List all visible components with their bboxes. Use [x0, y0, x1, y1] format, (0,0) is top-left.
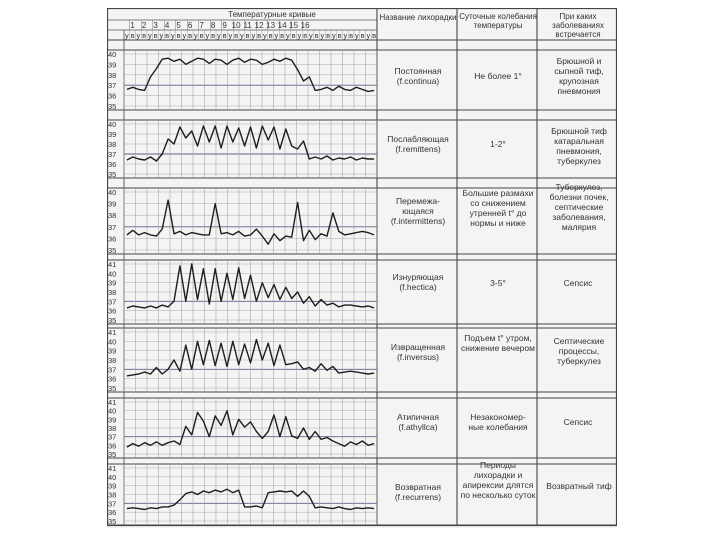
diseases-hectica: Сепсис: [563, 278, 593, 288]
temperature-tick: 39: [108, 415, 117, 425]
morning-evening-label: у: [171, 31, 175, 40]
temperature-tick: 39: [108, 278, 117, 288]
morning-evening-label: в: [153, 31, 158, 40]
morning-evening-label: у: [182, 31, 187, 40]
fever-name-recurrens: Возвратная (f.recurrens): [394, 482, 442, 502]
temperature-tick: 36: [108, 306, 117, 316]
temperature-tick: 39: [108, 60, 117, 70]
fluctuation-recurrens: Периоды лихорадки и апирексии длятся по несколько суток: [460, 460, 536, 500]
temperature-tick: 40: [108, 337, 117, 347]
morning-evening-label: в: [234, 31, 239, 40]
morning-evening-label: в: [280, 31, 285, 40]
diseases-remittens: Брюшной тиф катаральная пневмония, туберкулез: [551, 126, 607, 166]
morning-evening-label: в: [188, 31, 193, 40]
temperature-tick: 37: [108, 499, 117, 509]
temperature-tick: 35: [108, 316, 117, 325]
temperature-tick: 40: [108, 472, 117, 482]
morning-evening-label: у: [125, 31, 129, 40]
fluctuation-remittens: 1-2°: [490, 139, 506, 149]
morning-evening-label: у: [332, 31, 336, 40]
morning-evening-label: у: [263, 31, 267, 40]
fluctuation-intermittens: Большие размахи со снижением утренней t° до нормы и ниже: [462, 188, 534, 228]
temperature-tick: 36: [108, 508, 117, 518]
day-number: 7: [199, 21, 204, 30]
temperature-tick: 41: [108, 260, 117, 269]
morning-evening-label: в: [314, 31, 319, 40]
morning-evening-label: в: [349, 31, 354, 40]
morning-evening-label: в: [222, 31, 227, 40]
morning-evening-label: в: [372, 31, 377, 40]
morning-evening-label: в: [130, 31, 135, 40]
temperature-tick: 40: [108, 50, 117, 59]
temperature-tick: 37: [108, 222, 117, 232]
temperature-tick: 36: [108, 234, 117, 244]
temperature-tick: 38: [108, 288, 117, 297]
day-number: 11: [243, 21, 252, 30]
fluctuation-athyllca: Незакономер- ные колебания: [468, 412, 528, 432]
day-number: 12: [254, 21, 264, 30]
morning-evening-label: в: [211, 31, 216, 40]
temperature-tick: 38: [108, 490, 117, 500]
morning-evening-label: у: [217, 31, 221, 40]
temperature-tick: 40: [108, 188, 117, 197]
morning-evening-label: у: [159, 31, 164, 40]
day-number: 8: [210, 21, 216, 30]
morning-evening-label: у: [355, 31, 359, 40]
morning-evening-label: в: [176, 31, 181, 40]
diseases-inversus: Септические процессы, туберкулез: [553, 336, 605, 366]
temperature-tick: 36: [108, 374, 117, 384]
temperature-tick: 37: [108, 81, 117, 91]
fever-name-intermittens: Перемежа- ющаяся (f.intermittens): [390, 196, 446, 226]
fever-name-athyllca: Атипичная (f.athyllca): [397, 412, 439, 432]
day-number: 4: [164, 21, 170, 30]
temperature-tick: 41: [108, 328, 117, 337]
temperature-tick: 37: [108, 365, 117, 375]
morning-evening-label: у: [320, 31, 325, 40]
temperature-tick: 35: [108, 102, 117, 111]
morning-evening-label: в: [199, 31, 204, 40]
temperature-tick: 39: [108, 481, 117, 491]
morning-evening-label: у: [205, 31, 210, 40]
morning-evening-label: в: [268, 31, 273, 40]
temperature-tick: 36: [108, 160, 117, 169]
temperature-tick: 35: [108, 384, 117, 393]
diseases-recurrens: Возвратный тиф: [546, 481, 612, 491]
day-number: 14: [277, 21, 287, 30]
temperature-tick: 36: [108, 91, 117, 101]
morning-evening-label: в: [165, 31, 170, 40]
temperature-tick: 35: [108, 450, 117, 459]
temperature-tick: 37: [108, 150, 117, 159]
morning-evening-label: у: [240, 31, 244, 40]
column-header-diseases: При каких заболеваниях встречается: [552, 12, 604, 39]
fever-name-remittens: Послабляющая (f.remittens): [387, 134, 449, 154]
day-number: 1: [130, 21, 135, 30]
temperature-tick: 38: [108, 140, 117, 149]
morning-evening-label: у: [274, 31, 279, 40]
table-grid: [107, 8, 617, 528]
temperature-tick: 36: [108, 441, 117, 451]
temperature-tick: 39: [108, 199, 117, 209]
day-number: 10: [231, 21, 241, 30]
fluctuation-continua: Не более 1°: [474, 71, 522, 81]
day-number: 5: [176, 21, 181, 30]
day-number: 16: [300, 21, 310, 30]
temperature-tick: 39: [108, 346, 117, 356]
morning-evening-label: в: [291, 31, 296, 40]
day-number: 9: [222, 21, 227, 30]
temperature-tick: 38: [108, 70, 117, 80]
temperature-tick: 35: [108, 170, 117, 179]
table-frame: [108, 9, 617, 526]
morning-evening-label: у: [286, 31, 290, 40]
day-number: 15: [289, 21, 299, 30]
morning-evening-label: у: [297, 31, 302, 40]
morning-evening-label: у: [309, 31, 313, 40]
temperature-tick: 40: [108, 406, 117, 416]
diseases-intermittens: Туберкулез, болезни почек, септические заболевания, малярия: [549, 182, 609, 232]
fever-name-hectica: Изнуряющая (f.hectica): [392, 272, 444, 292]
morning-evening-label: в: [257, 31, 262, 40]
temperature-tick: 37: [108, 432, 117, 442]
morning-evening-label: в: [142, 31, 147, 40]
morning-evening-label: у: [136, 31, 141, 40]
diseases-athyllca: Сепсис: [563, 417, 593, 427]
temperature-tick: 41: [108, 398, 117, 407]
morning-evening-label: в: [245, 31, 250, 40]
morning-evening-label: в: [326, 31, 331, 40]
day-number: 2: [141, 21, 147, 30]
day-number: 3: [153, 21, 158, 30]
fever-name-continua: Постоянная (f.continua): [394, 66, 442, 86]
temperature-tick: 38: [108, 211, 117, 221]
morning-evening-label: у: [343, 31, 348, 40]
temperature-tick: 35: [108, 246, 117, 255]
diseases-continua: Брюшной и сыпной тиф, крупозная пневмония: [554, 56, 604, 96]
temperature-tick: 40: [108, 120, 117, 129]
curves-title: Температурные кривые: [228, 10, 316, 19]
temperature-tick: 38: [108, 356, 117, 365]
column-header-fluctuations: Суточные колебания температуры: [459, 12, 537, 30]
morning-evening-label: в: [303, 31, 308, 40]
morning-evening-label: у: [228, 31, 233, 40]
column-header-name: Название лихорадки: [379, 13, 457, 22]
morning-evening-label: у: [148, 31, 152, 40]
fluctuation-inversus: Подъем t° утром, снижение вечером: [461, 333, 535, 353]
fever-name-inversus: Извращенная (f.inversus): [390, 342, 446, 362]
temperature-tick: 40: [108, 269, 117, 279]
day-number: 6: [187, 21, 193, 30]
temperature-curves-table: [107, 8, 617, 528]
temperature-tick: 35: [108, 517, 117, 526]
morning-evening-label: у: [366, 31, 371, 40]
day-number: 13: [266, 21, 276, 30]
temperature-tick: 39: [108, 130, 117, 139]
temperature-tick: 41: [108, 464, 117, 473]
fluctuation-hectica: 3-5°: [490, 278, 506, 288]
morning-evening-label: у: [251, 31, 256, 40]
morning-evening-label: в: [360, 31, 365, 40]
morning-evening-label: у: [194, 31, 198, 40]
temperature-tick: 38: [108, 424, 117, 433]
temperature-tick: 37: [108, 297, 117, 307]
morning-evening-label: в: [337, 31, 342, 40]
